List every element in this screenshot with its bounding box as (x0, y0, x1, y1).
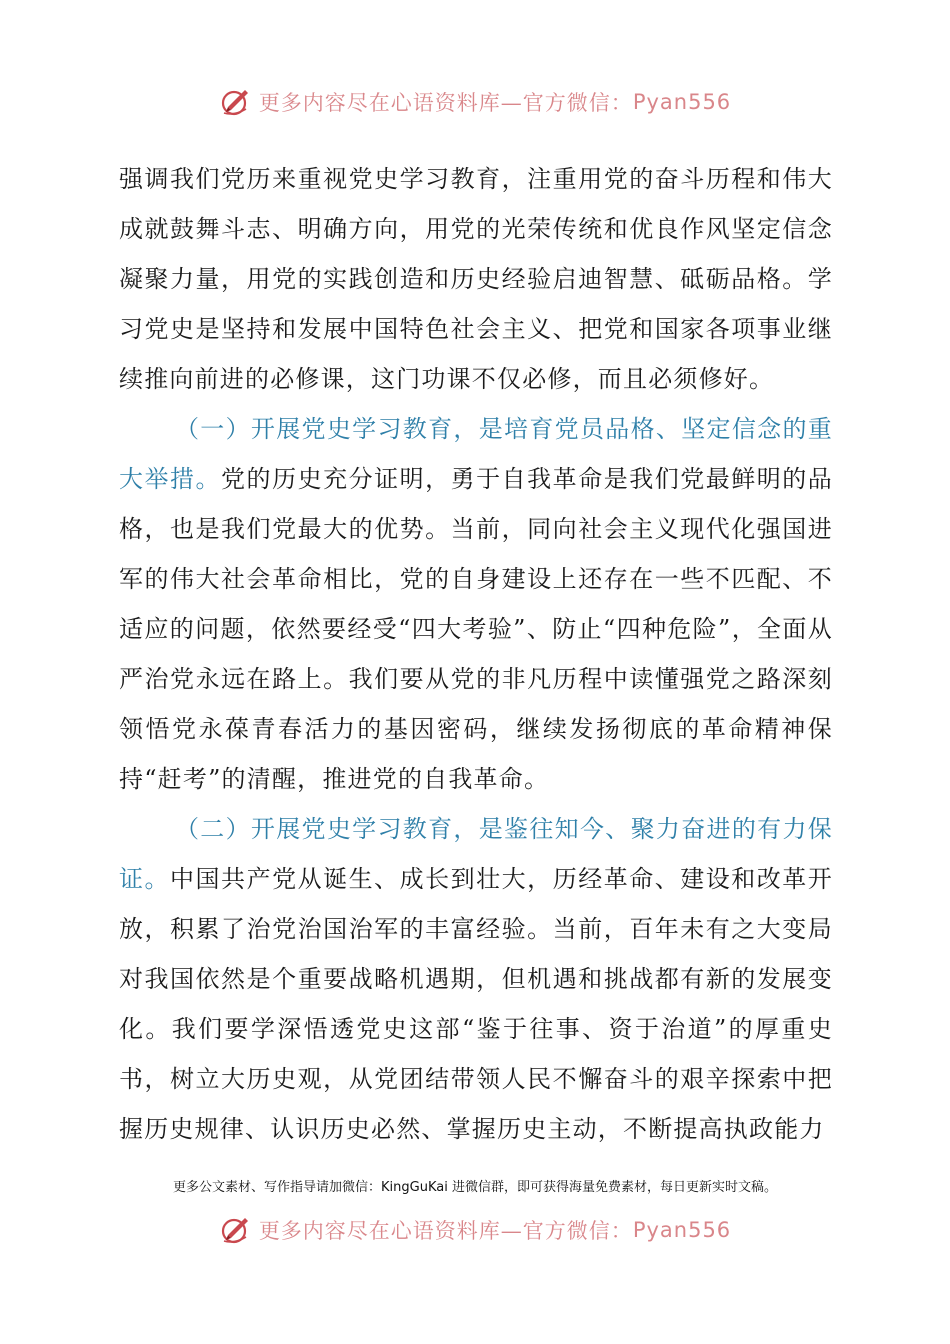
paragraph-section-2 (119, 804, 833, 1154)
banner-wechat-id: Pyan556 (632, 1218, 732, 1242)
section-heading-1: （一）开展党史学习教育，是培育党员品格、坚定信念的重大举措。 (119, 415, 833, 493)
header-banner (0, 82, 950, 122)
footer-note: 更多公文素材、写作指导请加微信：KingGuKai 进微信群，即可获得海量免费素材，每日更新实时文稿。 (173, 1180, 777, 1195)
footer-banner (0, 1210, 950, 1250)
paragraph-continuation (119, 154, 833, 404)
paragraph-text: 强调我们党历来重视党史学习教育，注重用党的奋斗历程和伟大成就鼓舞斗志、明确方向，用党的光荣传统和优良作风坚定信念凝聚力量，用党的实践创造和历史经验启迪智慧、砥砺品格。学习党史是坚持和发展中国特色社会主义、把党和国家各项事业继续推向前进的必修课，这门功课不仅必修，而且必须修好。 (119, 165, 833, 393)
banner-wechat-id: Pyan556 (632, 90, 732, 114)
section-heading-2: （二）开展党史学习教育，是鉴往知今、聚力奋进的有力保证。 (119, 815, 833, 893)
paragraph-text: 中国共产党从诞生、成长到壮大，历经革命、建设和改革开放，积累了治党治国治军的丰富经验。当前，百年未有之大变局对我国依然是个重要战略机遇期，但机遇和挑战都有新的发展变化。我们要学深悟透党史这部“鉴于往事、资于治道”的厚重史书，树立大历史观，从党团结带领人民不懈奋斗的艰辛探索中把握历史规律、认识历史必然、掌握历史主动，不断提高执政能力 (119, 865, 833, 1143)
pen-logo-icon (219, 85, 253, 119)
paragraph-section-1 (119, 404, 833, 804)
banner-text: 更多内容尽在心语资料库—官方微信： (258, 91, 633, 115)
document-body (119, 154, 833, 1154)
paragraph-text: 党的历史充分证明，勇于自我革命是我们党最鲜明的品格，也是我们党最大的优势。当前，同向社会主义现代化强国进军的伟大社会革命相比，党的自身建设上还存在一些不匹配、不适应的问题，依然要经受“四大考验”、防止“四种危险”，全面从严治党永远在路上。我们要从党的非凡历程中读懂强党之路深刻领悟党永葆青春活力的基因密码，继续发扬彻底的革命精神保持“赶考”的清醒，推进党的自我革命。 (119, 465, 833, 793)
pen-logo-icon (219, 1213, 253, 1247)
banner-text: 更多内容尽在心语资料库—官方微信： (258, 1219, 633, 1243)
